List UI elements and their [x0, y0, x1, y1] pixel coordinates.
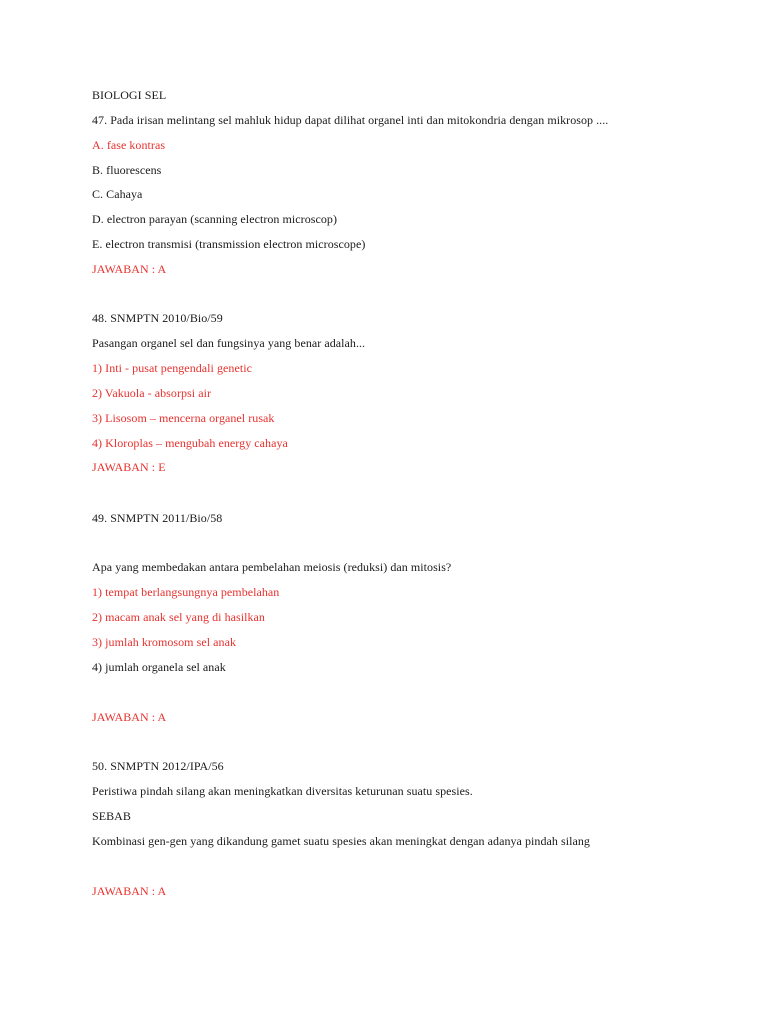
q49-header: 49. SNMPTN 2011/Bio/58	[92, 511, 223, 525]
q48-option-4: 4) Kloroplas – mengubah energy cahaya	[92, 436, 288, 450]
q50-answer: JAWABAN : A	[92, 884, 167, 898]
q50-header: 50. SNMPTN 2012/IPA/56	[92, 759, 224, 773]
q48-option-2: 2) Vakuola - absorpsi air	[92, 386, 211, 400]
q47-option-a: A. fase kontras	[92, 138, 166, 152]
document-title: BIOLOGI SEL	[92, 88, 167, 102]
q48-header: 48. SNMPTN 2010/Bio/59	[92, 311, 223, 325]
q50-statement-1: Peristiwa pindah silang akan meningkatkan diversitas keturunan suatu spesies.	[92, 784, 473, 798]
q49-option-4: 4) jumlah organela sel anak	[92, 660, 226, 674]
q47-answer: JAWABAN : A	[92, 262, 167, 276]
q49-option-2: 2) macam anak sel yang di hasilkan	[92, 610, 265, 624]
q48-option-3: 3) Lisosom – mencerna organel rusak	[92, 411, 275, 425]
q50-statement-2: Kombinasi gen-gen yang dikandung gamet suatu spesies akan meningkat dengan adanya pindah silang	[92, 834, 590, 848]
q47-option-e: E. electron transmisi (transmission electron microscope)	[92, 237, 366, 251]
q49-option-3: 3) jumlah kromosom sel anak	[92, 635, 236, 649]
q47-option-d: D. electron parayan (scanning electron microscop)	[92, 212, 338, 226]
q48-question: Pasangan organel sel dan fungsinya yang benar adalah...	[92, 336, 366, 350]
q50-connector: SEBAB	[92, 809, 131, 823]
q47-option-c: C. Cahaya	[92, 187, 143, 201]
q48-option-1: 1) Inti - pusat pengendali genetic	[92, 361, 252, 375]
q49-option-1: 1) tempat berlangsungnya pembelahan	[92, 585, 280, 599]
q47-question: 47. Pada irisan melintang sel mahluk hidup dapat dilihat organel inti dan mitokondria dengan mikrosop ....	[92, 113, 609, 127]
q48-answer: JAWABAN : E	[92, 460, 166, 474]
q49-question: Apa yang membedakan antara pembelahan meiosis (reduksi) dan mitosis?	[92, 560, 452, 574]
q47-option-b: B. fluorescens	[92, 163, 162, 177]
q49-answer: JAWABAN : A	[92, 710, 167, 724]
